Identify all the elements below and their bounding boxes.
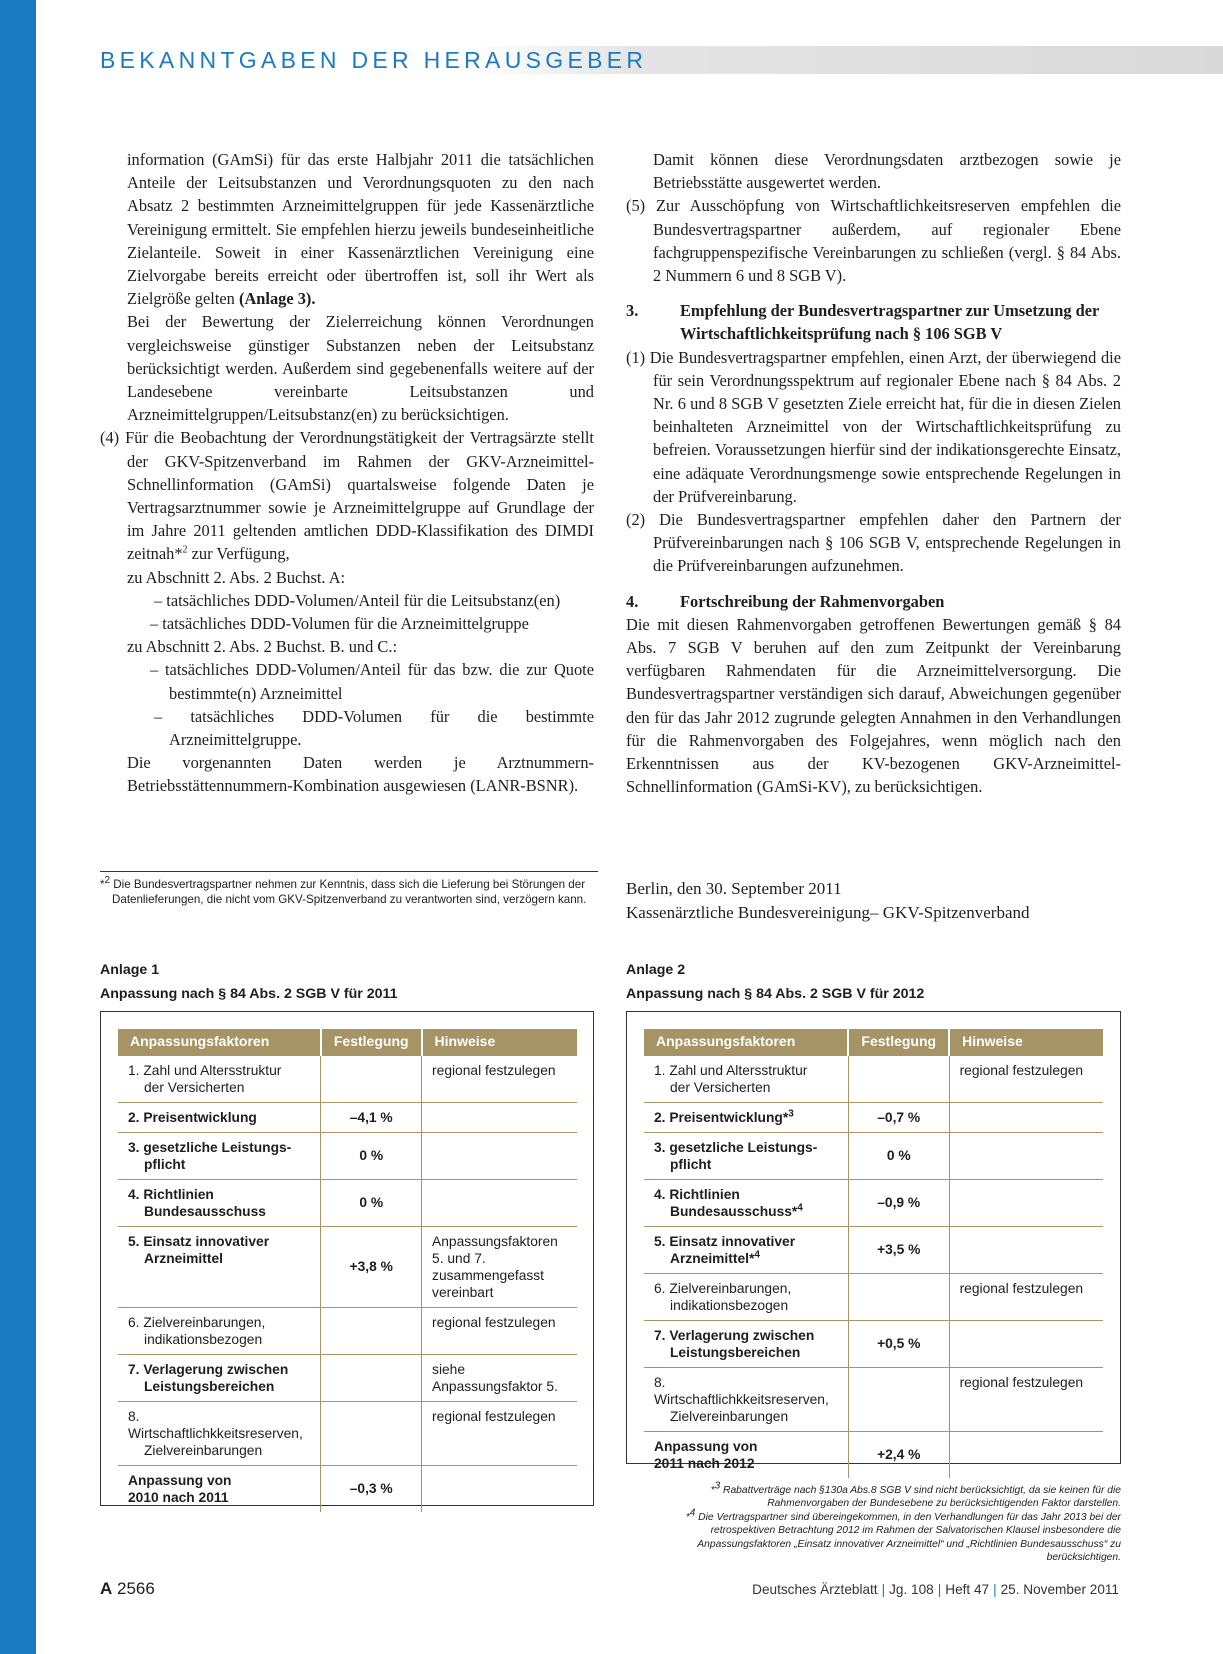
table-row-total: Anpassung von 2011 nach 2012 +2,4 % — [644, 1431, 1103, 1478]
place-date: Berlin, den 30. September 2011 — [626, 879, 842, 898]
anlage-1-table — [118, 1029, 577, 1512]
table-row: 6. Zielvereinbarungen, indikationsbezogen regional festzulegen — [118, 1307, 577, 1354]
table-row: 3. gesetzliche Leistungs- pflicht 0 % — [644, 1132, 1103, 1179]
paragraph-3-2: (2) Die Bundesvertragspartner empfehlen daher den Partnern der Prüfvereinbarungen nach § 106 SGB V, entsprechende Regelungen in die Prüfvereinbarungen aufzunehmen. — [626, 510, 1121, 576]
list-item: – tatsächliches DDD-Volumen/Anteil für die Leitsubstanz(en) — [154, 590, 561, 610]
paragraph-5: (5) Zur Ausschöpfung von Wirtschaftlichkeitsreserven empfehlen die Bundesvertragspartner außerdem, auf regionaler Ebene fachgruppenspezifische Vereinbarungen zu schließen (vergl. § 84 Abs. 2 Nummern 6 und 8 SGB V). — [626, 196, 1121, 286]
footnote-left: *$^2$ Die Bundesvertragspartner nehmen zur Kenntnis, dass sich die Lieferung bei Störungen der Datenlieferungen, die nicht vom GKV-Spitzenverband zu verantworten sind, verzögern kann. — [100, 875, 587, 906]
table-row: 7. Verlagerung zwischen Leistungsbereichen +0,5 % — [644, 1320, 1103, 1367]
list-item: – tatsächliches DDD-Volumen/Anteil für das bzw. die zur Quote bestimmte(n) Arzneimittel — [150, 660, 594, 703]
paragraph: information (GAmSi) für das erste Halbjahr 2011 die tatsächlichen Anteile der Leitsubstanzen und Verordnungsquoten zu den nach Absatz 2 bestimmten Arzneimittelgruppen für jede Kassenärztliche Vereinigung ermittelt. Sie empfehlen hierzu jeweils bundeseinheitliche Zielanteile. Soweit in einer Kassenärztlichen Vereinigung eine Zielvorgabe bereits erreicht oder übertroffen ist, soll ihr Wert als Zielgröße gelten (Anlage 3). — [127, 150, 594, 309]
table-row: 1. Zahl und Altersstruktur der Versicherten regional festzulegen — [118, 1055, 577, 1102]
anlage-2-table — [644, 1029, 1103, 1478]
footnotes-anlage-2 — [626, 1480, 1121, 1564]
table-row-total: Anpassung von 2010 nach 2011 –0,3 % — [118, 1465, 577, 1512]
section-3-heading: 3. Empfehlung der Bundesvertragspartner zur Umsetzung der Wirtschaftlichkeitsprüfung nach § 106 SGB V — [626, 301, 1100, 344]
column-header: Anpassungsfaktoren — [644, 1029, 848, 1055]
paragraph: Damit können diese Verordnungsdaten arztbezogen sowie je Betriebsstätte ausgewertet werden. — [653, 150, 1121, 193]
journal-info: Deutsches Ärzteblatt | Jg. 108 | Heft 47 | 25. November 2011 — [752, 1582, 1119, 1597]
paragraph: Die vorgenannten Daten werden je Arztnummern-Betriebsstättennummern-Kombination ausgewiesen (LANR-BSNR). — [127, 753, 594, 796]
section-4-heading: 4. Fortschreibung der Rahmenvorgaben — [626, 591, 945, 611]
table-row: 2. Preisentwicklung*$^3$ –0,7 % — [644, 1102, 1103, 1132]
table-row: 7. Verlagerung zwischen Leistungsbereichen siehe Anpassungsfaktor 5. — [118, 1354, 577, 1401]
table-row: 4. Richtlinien Bundesausschuss*$^4$ –0,9 % — [644, 1179, 1103, 1226]
footnote-4: *$^4$ Die Vertragspartner sind übereingekommen, in den Verhandlungen für das Jahr 2013 bei der retrospektiven Betrachtung 2012 im Rahmen der Salvatorischen Klausel insbesondere die Anpassungsfaktoren „Einsatz innovativer Arzneimittel“ und „Richtlinien Bundesausschuss“ zu berücksichtigen. — [685, 1507, 1121, 1564]
column-header: Anpassungsfaktoren — [118, 1029, 321, 1055]
table-row: 3. gesetzliche Leistungs- pflicht 0 % — [118, 1132, 577, 1179]
table-row: 6. Zielvereinbarungen, indikationsbezogen regional festzulegen — [644, 1273, 1103, 1320]
table-row: 4. Richtlinien Bundesausschuss 0 % — [118, 1179, 577, 1226]
table-row: 8. Wirtschaftlichkkeitsreserven, Zielvereinbarungen regional festzulegen — [644, 1367, 1103, 1431]
right-column — [626, 148, 1121, 798]
anlage-2-box — [626, 1011, 1121, 1471]
table-row: 8. Wirtschaftlichkkeitsreserven, Zielvereinbarungen regional festzulegen — [118, 1401, 577, 1465]
left-column — [100, 148, 594, 798]
column-header: Festlegung — [321, 1029, 422, 1055]
paragraph-4: (4) Für die Beobachtung der Verordnungstätigkeit der Vertragsärzte stellt der GKV-Spitzenverband im Rahmen der GKV-Arzneimittel-Schnellinformation (GAmSi) quartalsweise folgende Daten je Vertragsarztnummer sowie je Arzneimittelgruppe auf Grundlage der im Jahre 2011 geltenden amtlichen DDD-Klassifikation des DIMDI zeitnah*$^2$ zur Verfügung, — [100, 428, 594, 564]
signature-block — [626, 877, 1126, 925]
signatories: Kassenärztliche Bundesvereinigung– GKV-Spitzenverband — [626, 903, 1030, 922]
paragraph-4-text: Die mit diesen Rahmenvorgaben getroffenen Bewertungen gemäß § 84 Abs. 7 SGB V beruhen auf den zum Zeitpunkt der Vereinbarung verfügbaren Rahmendaten für die Arzneimittelversorgung. Die Bundesvertragspartner verständigen sich darauf, Abweichungen gegenüber den für das Jahr 2012 zugrunde gelegten Annahmen in den Verhandlungen für die Rahmenvorgaben des Folgejahres, wenn möglich nach den Erkenntnissen aus der KV-bezogenen GKV-Arzneimittel-Schnellinformation (GAmSi-KV), zu berücksichtigen. — [626, 614, 1121, 797]
column-header: Hinweise — [949, 1029, 1103, 1055]
list-item: – tatsächliches DDD-Volumen für die bestimmte Arzneimittelgruppe. — [154, 706, 594, 750]
page-number: A 2566 — [100, 1579, 155, 1598]
paragraph: Bei der Bewertung der Zielerreichung können Verordnungen vergleichsweise günstiger Substanzen neben der Leitsubstanz berücksichtigt werden. Außerdem sind gegebenenfalls weitere auf der Landesebene vereinbarte Leitsubstanzen und Arzneimittelgruppen/Leitsubstanz(en) zu berücksichtigen. — [127, 312, 594, 425]
table-row: 2. Preisentwicklung –4,1 % — [118, 1102, 577, 1132]
table-row: 5. Einsatz innovativer Arzneimittel*$^4$ +3,5 % — [644, 1226, 1103, 1273]
sub-heading: zu Abschnitt 2. Abs. 2 Buchst. A: — [127, 567, 346, 587]
list-item: – tatsächliches DDD-Volumen für die Arzneimittelgruppe — [150, 614, 529, 634]
table-row: 5. Einsatz innovativer Arzneimittel +3,8 % Anpassungsfaktoren 5. und 7. zusammengefasst vereinbart — [118, 1226, 577, 1307]
table-row: 1. Zahl und Altersstruktur der Versicherten regional festzulegen — [644, 1055, 1103, 1102]
sub-heading: zu Abschnitt 2. Abs. 2 Buchst. B. und C.: — [127, 637, 398, 657]
footnote-rule — [100, 871, 598, 872]
paragraph-3-1: (1) Die Bundesvertragspartner empfehlen, einen Arzt, der überwiegend die für sein Verordnungsspektrum auf regionaler Ebene nach § 84 Abs. 2 Nr. 6 und 8 SGB V gesetzten Ziele erreicht hat, für die in diesen Zielen beinhalteten Arzneimittel von der Wirtschaftlichkeitsprüfung zu befreien. Voraussetzungen hierfür sind der indikationsgerechte Einsatz, eine adäquate Verordnungsmenge sowie entsprechende Regelungen in der Prüfvereinbarung. — [626, 347, 1121, 506]
left-color-bar — [0, 0, 36, 1654]
anlage-2-title: Anlage 2 Anpassung nach § 84 Abs. 2 SGB V für 2012 — [626, 962, 925, 1002]
column-header: Festlegung — [848, 1029, 949, 1055]
section-header: BEKANNTGABEN DER HERAUSGEBER — [100, 47, 648, 73]
footnote-3: *$^3$ Rabattverträge nach §130a Abs.8 SGB V sind nicht berücksichtigt, da sie keinen für die Rahmenvorgaben der Bundesebene zu berücksichtigenden Faktor darstellen. — [710, 1480, 1121, 1510]
column-header: Hinweise — [422, 1029, 577, 1055]
anlage-1-title: Anlage 1 Anpassung nach § 84 Abs. 2 SGB V für 2011 — [100, 962, 398, 1002]
anlage-1-box — [100, 1011, 594, 1506]
